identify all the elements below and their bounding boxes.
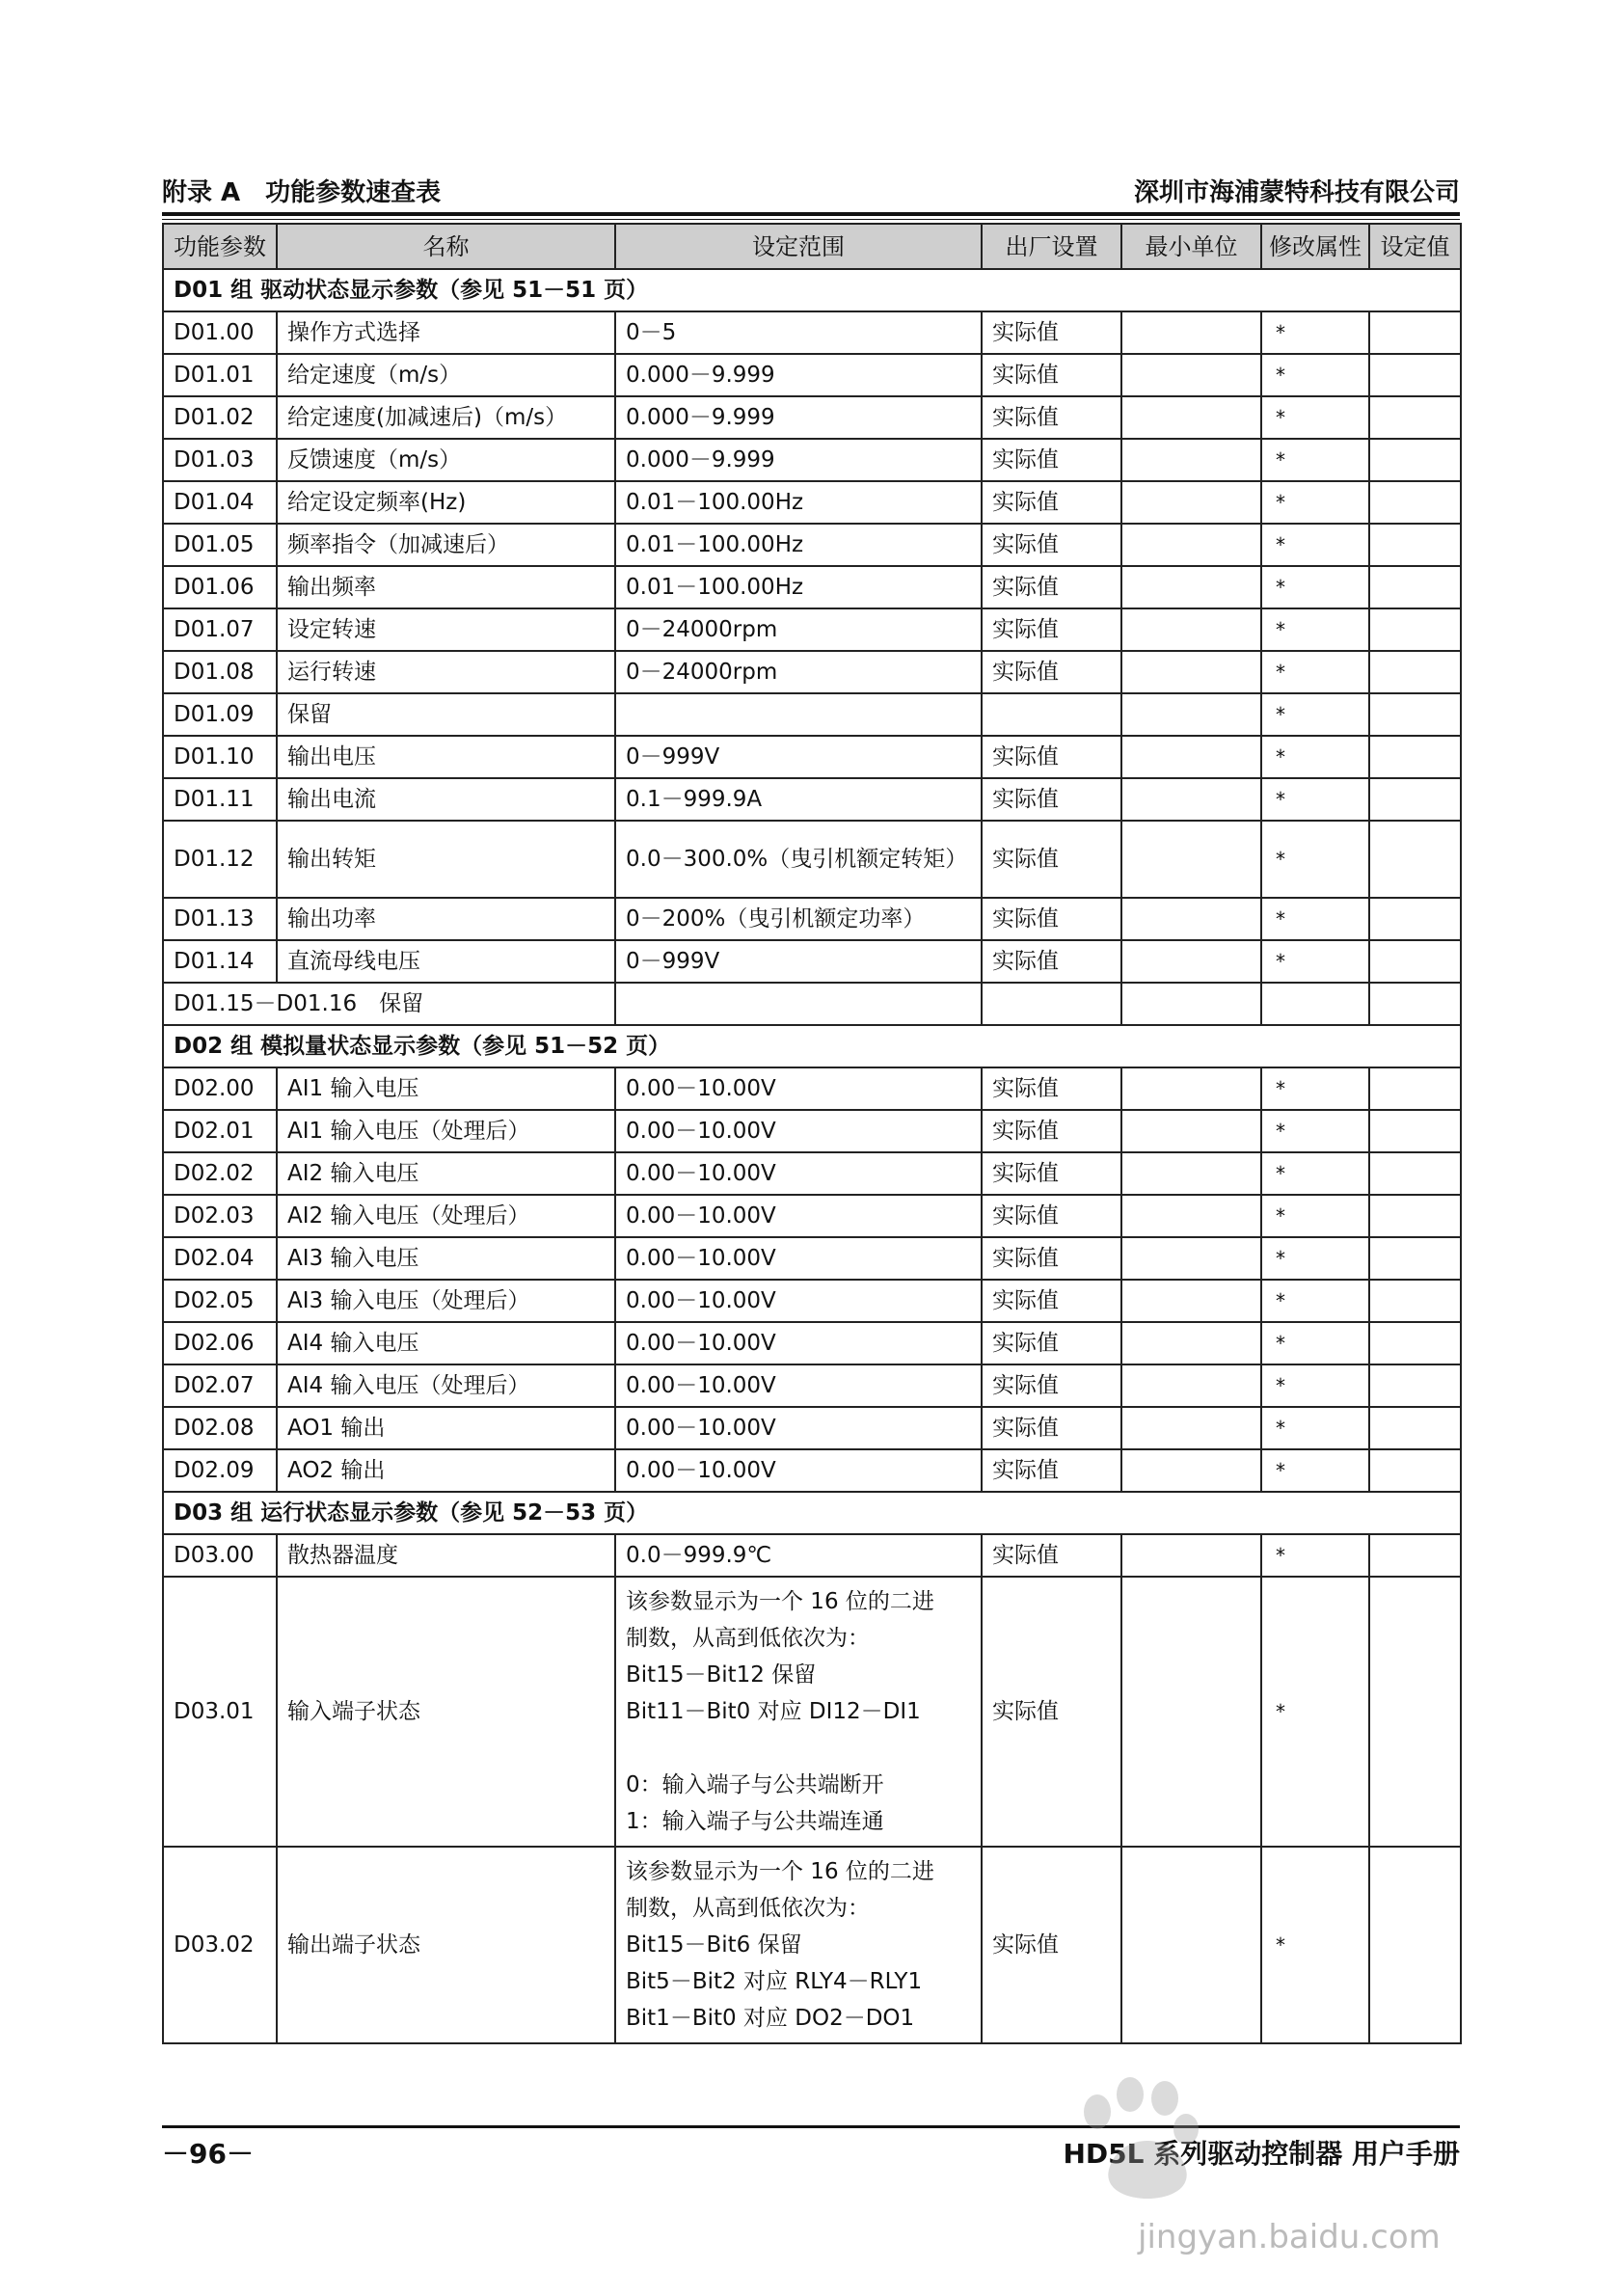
param-code: D02.05 xyxy=(163,1280,277,1322)
param-range: 0－999V xyxy=(615,940,982,983)
factory-setting: 实际值 xyxy=(982,524,1121,566)
min-unit xyxy=(1121,311,1261,354)
min-unit xyxy=(1121,566,1261,608)
table-row xyxy=(163,1534,1461,1577)
empty-cell xyxy=(1121,983,1261,1025)
group-title: D02 组 模拟量状态显示参数（参见 51－52 页） xyxy=(163,1025,1461,1067)
param-name: 输出电压 xyxy=(277,736,615,778)
set-value xyxy=(1369,778,1461,821)
set-value xyxy=(1369,439,1461,481)
modify-attr: * xyxy=(1261,898,1369,940)
modify-attr: * xyxy=(1261,1847,1369,2043)
modify-attr: * xyxy=(1261,524,1369,566)
factory-setting: 实际值 xyxy=(982,1534,1121,1577)
min-unit xyxy=(1121,524,1261,566)
set-value xyxy=(1369,524,1461,566)
set-value xyxy=(1369,1280,1461,1322)
factory-setting: 实际值 xyxy=(982,898,1121,940)
factory-setting: 实际值 xyxy=(982,311,1121,354)
min-unit xyxy=(1121,1407,1261,1449)
param-name: AI4 输入电压（处理后） xyxy=(277,1364,615,1407)
min-unit xyxy=(1121,1364,1261,1407)
factory-setting: 实际值 xyxy=(982,778,1121,821)
param-range xyxy=(615,1577,982,1847)
param-range: 0.00－10.00V xyxy=(615,1110,982,1152)
min-unit xyxy=(1121,651,1261,693)
table-header-row xyxy=(163,224,1461,269)
param-range: 0.00－10.00V xyxy=(615,1067,982,1110)
param-code: D02.03 xyxy=(163,1195,277,1237)
range-line: Bit5－Bit2 对应 RLY4－RLY1 xyxy=(626,1969,923,1994)
table-row xyxy=(163,1237,1461,1280)
factory-setting: 实际值 xyxy=(982,566,1121,608)
page-header xyxy=(162,170,1460,208)
modify-attr: * xyxy=(1261,778,1369,821)
param-code: D01.10 xyxy=(163,736,277,778)
set-value xyxy=(1369,693,1461,736)
param-name: 给定速度（m/s） xyxy=(277,354,615,396)
param-code: D03.00 xyxy=(163,1534,277,1577)
param-name: AI2 输入电压（处理后） xyxy=(277,1195,615,1237)
param-name: 给定设定频率(Hz) xyxy=(277,481,615,524)
param-range xyxy=(615,693,982,736)
min-unit xyxy=(1121,778,1261,821)
factory-setting: 实际值 xyxy=(982,439,1121,481)
factory-setting: 实际值 xyxy=(982,821,1121,898)
param-range: 0.00－10.00V xyxy=(615,1407,982,1449)
param-code: D02.02 xyxy=(163,1152,277,1195)
set-value xyxy=(1369,1847,1461,2043)
group-title: D01 组 驱动状态显示参数（参见 51－51 页） xyxy=(163,269,1461,311)
factory-setting: 实际值 xyxy=(982,1449,1121,1492)
param-code: D01.09 xyxy=(163,693,277,736)
range-spacer xyxy=(626,1730,971,1767)
min-unit xyxy=(1121,1534,1261,1577)
param-code: D01.05 xyxy=(163,524,277,566)
page-number: －96－ xyxy=(162,2138,254,2170)
param-name: AO1 输出 xyxy=(277,1407,615,1449)
modify-attr: * xyxy=(1261,1280,1369,1322)
set-value xyxy=(1369,1364,1461,1407)
factory-setting: 实际值 xyxy=(982,1407,1121,1449)
min-unit xyxy=(1121,736,1261,778)
table-row xyxy=(163,1067,1461,1110)
min-unit xyxy=(1121,693,1261,736)
param-code: D01.14 xyxy=(163,940,277,983)
param-name: 散热器温度 xyxy=(277,1534,615,1577)
modify-attr: * xyxy=(1261,1322,1369,1364)
column-header: 功能参数 xyxy=(163,224,277,269)
range-line: 制数，从高到低依次为： xyxy=(626,1626,870,1651)
set-value xyxy=(1369,1449,1461,1492)
min-unit xyxy=(1121,1847,1261,2043)
modify-attr: * xyxy=(1261,1577,1369,1847)
modify-attr: * xyxy=(1261,354,1369,396)
table-row xyxy=(163,651,1461,693)
param-range: 0－24000rpm xyxy=(615,651,982,693)
param-name: 输入端子状态 xyxy=(277,1577,615,1847)
factory-setting xyxy=(982,693,1121,736)
modify-attr: * xyxy=(1261,1534,1369,1577)
modify-attr: * xyxy=(1261,1152,1369,1195)
param-name: 输出转矩 xyxy=(277,821,615,898)
factory-setting: 实际值 xyxy=(982,1577,1121,1847)
table-row xyxy=(163,821,1461,898)
param-name: 输出功率 xyxy=(277,898,615,940)
factory-setting: 实际值 xyxy=(982,608,1121,651)
watermark-url: jingyan.baidu.com xyxy=(1138,2218,1441,2256)
set-value xyxy=(1369,1322,1461,1364)
parameter-table xyxy=(162,223,1462,2044)
param-code: D02.06 xyxy=(163,1322,277,1364)
modify-attr: * xyxy=(1261,1449,1369,1492)
column-header: 设定范围 xyxy=(615,224,982,269)
modify-attr: * xyxy=(1261,651,1369,693)
param-name: 输出频率 xyxy=(277,566,615,608)
param-name: 频率指令（加减速后） xyxy=(277,524,615,566)
param-name: 反馈速度（m/s） xyxy=(277,439,615,481)
factory-setting: 实际值 xyxy=(982,1152,1121,1195)
set-value xyxy=(1369,311,1461,354)
table-row xyxy=(163,693,1461,736)
param-code: D01.11 xyxy=(163,778,277,821)
empty-cell xyxy=(615,983,982,1025)
param-name: 操作方式选择 xyxy=(277,311,615,354)
table-row-multiline xyxy=(163,1577,1461,1847)
min-unit xyxy=(1121,1067,1261,1110)
param-range: 0－999V xyxy=(615,736,982,778)
factory-setting: 实际值 xyxy=(982,1847,1121,2043)
set-value xyxy=(1369,354,1461,396)
set-value xyxy=(1369,481,1461,524)
param-name: AI3 输入电压 xyxy=(277,1237,615,1280)
modify-attr: * xyxy=(1261,1067,1369,1110)
table-row xyxy=(163,608,1461,651)
param-code: D02.09 xyxy=(163,1449,277,1492)
range-line: Bit11－Bit0 对应 DI12－DI1 xyxy=(626,1699,921,1724)
set-value xyxy=(1369,651,1461,693)
param-name: 设定转速 xyxy=(277,608,615,651)
set-value xyxy=(1369,1534,1461,1577)
column-header: 修改属性 xyxy=(1261,224,1369,269)
param-name: 给定速度(加减速后)（m/s） xyxy=(277,396,615,439)
param-code: D02.07 xyxy=(163,1364,277,1407)
set-value xyxy=(1369,1195,1461,1237)
table-row xyxy=(163,940,1461,983)
modify-attr: * xyxy=(1261,940,1369,983)
param-name: AI1 输入电压 xyxy=(277,1067,615,1110)
min-unit xyxy=(1121,1449,1261,1492)
table-row xyxy=(163,566,1461,608)
factory-setting: 实际值 xyxy=(982,1195,1121,1237)
range-line: 制数，从高到低依次为： xyxy=(626,1896,870,1921)
param-name: AI2 输入电压 xyxy=(277,1152,615,1195)
table-row xyxy=(163,1152,1461,1195)
param-range: 0.00－10.00V xyxy=(615,1364,982,1407)
min-unit xyxy=(1121,1577,1261,1847)
header-company-name: 深圳市海浦蒙特科技有限公司 xyxy=(1133,178,1460,207)
param-range: 0－24000rpm xyxy=(615,608,982,651)
modify-attr: * xyxy=(1261,1237,1369,1280)
param-name: 保留 xyxy=(277,693,615,736)
range-line: 该参数显示为一个 16 位的二进 xyxy=(626,1589,934,1614)
header-section-title: 附录 A 功能参数速查表 xyxy=(162,178,442,207)
factory-setting: 实际值 xyxy=(982,736,1121,778)
min-unit xyxy=(1121,1237,1261,1280)
set-value xyxy=(1369,566,1461,608)
min-unit xyxy=(1121,354,1261,396)
column-header: 设定值 xyxy=(1369,224,1461,269)
table-row xyxy=(163,1364,1461,1407)
factory-setting: 实际值 xyxy=(982,1067,1121,1110)
empty-cell xyxy=(982,983,1121,1025)
table-row xyxy=(163,439,1461,481)
param-range: 0.00－10.00V xyxy=(615,1195,982,1237)
set-value xyxy=(1369,821,1461,898)
table-row xyxy=(163,311,1461,354)
factory-setting: 实际值 xyxy=(982,651,1121,693)
factory-setting: 实际值 xyxy=(982,1364,1121,1407)
modify-attr: * xyxy=(1261,1110,1369,1152)
set-value xyxy=(1369,1237,1461,1280)
group-header-row xyxy=(163,1492,1461,1534)
param-name: 输出电流 xyxy=(277,778,615,821)
param-range: 0.000－9.999 xyxy=(615,396,982,439)
param-code: D01.06 xyxy=(163,566,277,608)
range-line: Bit15－Bit6 保留 xyxy=(626,1932,802,1958)
factory-setting: 实际值 xyxy=(982,354,1121,396)
table-row xyxy=(163,396,1461,439)
group-header-row xyxy=(163,269,1461,311)
param-range: 0.01－100.00Hz xyxy=(615,524,982,566)
param-range: 0.00－10.00V xyxy=(615,1322,982,1364)
min-unit xyxy=(1121,1280,1261,1322)
table-row xyxy=(163,1322,1461,1364)
table-row xyxy=(163,1449,1461,1492)
param-code: D01.01 xyxy=(163,354,277,396)
min-unit xyxy=(1121,481,1261,524)
min-unit xyxy=(1121,1110,1261,1152)
min-unit xyxy=(1121,1195,1261,1237)
min-unit xyxy=(1121,821,1261,898)
param-code: D03.01 xyxy=(163,1577,277,1847)
modify-attr: * xyxy=(1261,1407,1369,1449)
param-code: D03.02 xyxy=(163,1847,277,2043)
param-name: AO2 输出 xyxy=(277,1449,615,1492)
param-code: D02.08 xyxy=(163,1407,277,1449)
min-unit xyxy=(1121,1322,1261,1364)
modify-attr: * xyxy=(1261,396,1369,439)
min-unit xyxy=(1121,439,1261,481)
param-range: 0.00－10.00V xyxy=(615,1152,982,1195)
param-range: 0.01－100.00Hz xyxy=(615,481,982,524)
table-row xyxy=(163,481,1461,524)
table-row xyxy=(163,898,1461,940)
param-name: AI4 输入电压 xyxy=(277,1322,615,1364)
group-header-row xyxy=(163,1025,1461,1067)
modify-attr: * xyxy=(1261,736,1369,778)
param-name: AI1 输入电压（处理后） xyxy=(277,1110,615,1152)
min-unit xyxy=(1121,940,1261,983)
range-line: 1：输入端子与公共端连通 xyxy=(626,1809,884,1834)
modify-attr: * xyxy=(1261,311,1369,354)
factory-setting: 实际值 xyxy=(982,396,1121,439)
header-divider xyxy=(162,212,1460,220)
reserved-range: D01.15－D01.16 保留 xyxy=(163,983,615,1025)
param-range: 0.00－10.00V xyxy=(615,1237,982,1280)
factory-setting: 实际值 xyxy=(982,940,1121,983)
empty-cell xyxy=(1261,983,1369,1025)
param-code: D02.04 xyxy=(163,1237,277,1280)
param-code: D01.08 xyxy=(163,651,277,693)
set-value xyxy=(1369,736,1461,778)
param-name: 直流母线电压 xyxy=(277,940,615,983)
table-row xyxy=(163,1407,1461,1449)
param-name: AI3 输入电压（处理后） xyxy=(277,1280,615,1322)
set-value xyxy=(1369,898,1461,940)
param-range: 0－200%（曳引机额定功率） xyxy=(615,898,982,940)
empty-cell xyxy=(1369,983,1461,1025)
group-title: D03 组 运行状态显示参数（参见 52－53 页） xyxy=(163,1492,1461,1534)
factory-setting: 实际值 xyxy=(982,481,1121,524)
set-value xyxy=(1369,396,1461,439)
param-code: D01.03 xyxy=(163,439,277,481)
set-value xyxy=(1369,1407,1461,1449)
set-value xyxy=(1369,1577,1461,1847)
range-line: Bit15－Bit12 保留 xyxy=(626,1662,817,1688)
column-header: 出厂设置 xyxy=(982,224,1121,269)
modify-attr: * xyxy=(1261,821,1369,898)
modify-attr: * xyxy=(1261,439,1369,481)
param-range: 0.1－999.9A xyxy=(615,778,982,821)
param-code: D01.12 xyxy=(163,821,277,898)
set-value xyxy=(1369,1067,1461,1110)
param-name: 输出端子状态 xyxy=(277,1847,615,2043)
table-row xyxy=(163,1280,1461,1322)
param-code: D01.02 xyxy=(163,396,277,439)
table-row xyxy=(163,1195,1461,1237)
table-row xyxy=(163,354,1461,396)
min-unit xyxy=(1121,396,1261,439)
set-value xyxy=(1369,1152,1461,1195)
modify-attr: * xyxy=(1261,481,1369,524)
factory-setting: 实际值 xyxy=(982,1322,1121,1364)
table-row xyxy=(163,524,1461,566)
modify-attr: * xyxy=(1261,693,1369,736)
table-row-multiline xyxy=(163,1847,1461,2043)
min-unit xyxy=(1121,608,1261,651)
table-row-reserved xyxy=(163,983,1461,1025)
modify-attr: * xyxy=(1261,1364,1369,1407)
param-range: 0.000－9.999 xyxy=(615,439,982,481)
manual-title: HD5L 系列驱动控制器 用户手册 xyxy=(1063,2138,1460,2170)
param-code: D02.00 xyxy=(163,1067,277,1110)
param-range: 0－5 xyxy=(615,311,982,354)
param-code: D02.01 xyxy=(163,1110,277,1152)
set-value xyxy=(1369,1110,1461,1152)
range-line: 0：输入端子与公共端断开 xyxy=(626,1772,884,1797)
factory-setting: 实际值 xyxy=(982,1280,1121,1322)
table-row xyxy=(163,778,1461,821)
set-value xyxy=(1369,940,1461,983)
param-code: D01.04 xyxy=(163,481,277,524)
column-header: 名称 xyxy=(277,224,615,269)
range-line: 该参数显示为一个 16 位的二进 xyxy=(626,1859,934,1884)
param-range: 0.01－100.00Hz xyxy=(615,566,982,608)
table-row xyxy=(163,736,1461,778)
modify-attr: * xyxy=(1261,1195,1369,1237)
param-code: D01.07 xyxy=(163,608,277,651)
param-range: 0.000－9.999 xyxy=(615,354,982,396)
column-header: 最小单位 xyxy=(1121,224,1261,269)
param-range: 0.0－300.0%（曳引机额定转矩） xyxy=(615,821,982,898)
param-code: D01.00 xyxy=(163,311,277,354)
factory-setting: 实际值 xyxy=(982,1110,1121,1152)
param-code: D01.13 xyxy=(163,898,277,940)
modify-attr: * xyxy=(1261,566,1369,608)
table-row xyxy=(163,1110,1461,1152)
range-line: Bit1－Bit0 对应 DO2－DO1 xyxy=(626,2006,915,2031)
param-name: 运行转速 xyxy=(277,651,615,693)
param-range xyxy=(615,1847,982,2043)
set-value xyxy=(1369,608,1461,651)
min-unit xyxy=(1121,898,1261,940)
param-range: 0.00－10.00V xyxy=(615,1280,982,1322)
param-range: 0.0－999.9℃ xyxy=(615,1534,982,1577)
factory-setting: 实际值 xyxy=(982,1237,1121,1280)
min-unit xyxy=(1121,1152,1261,1195)
modify-attr: * xyxy=(1261,608,1369,651)
param-range: 0.00－10.00V xyxy=(615,1449,982,1492)
